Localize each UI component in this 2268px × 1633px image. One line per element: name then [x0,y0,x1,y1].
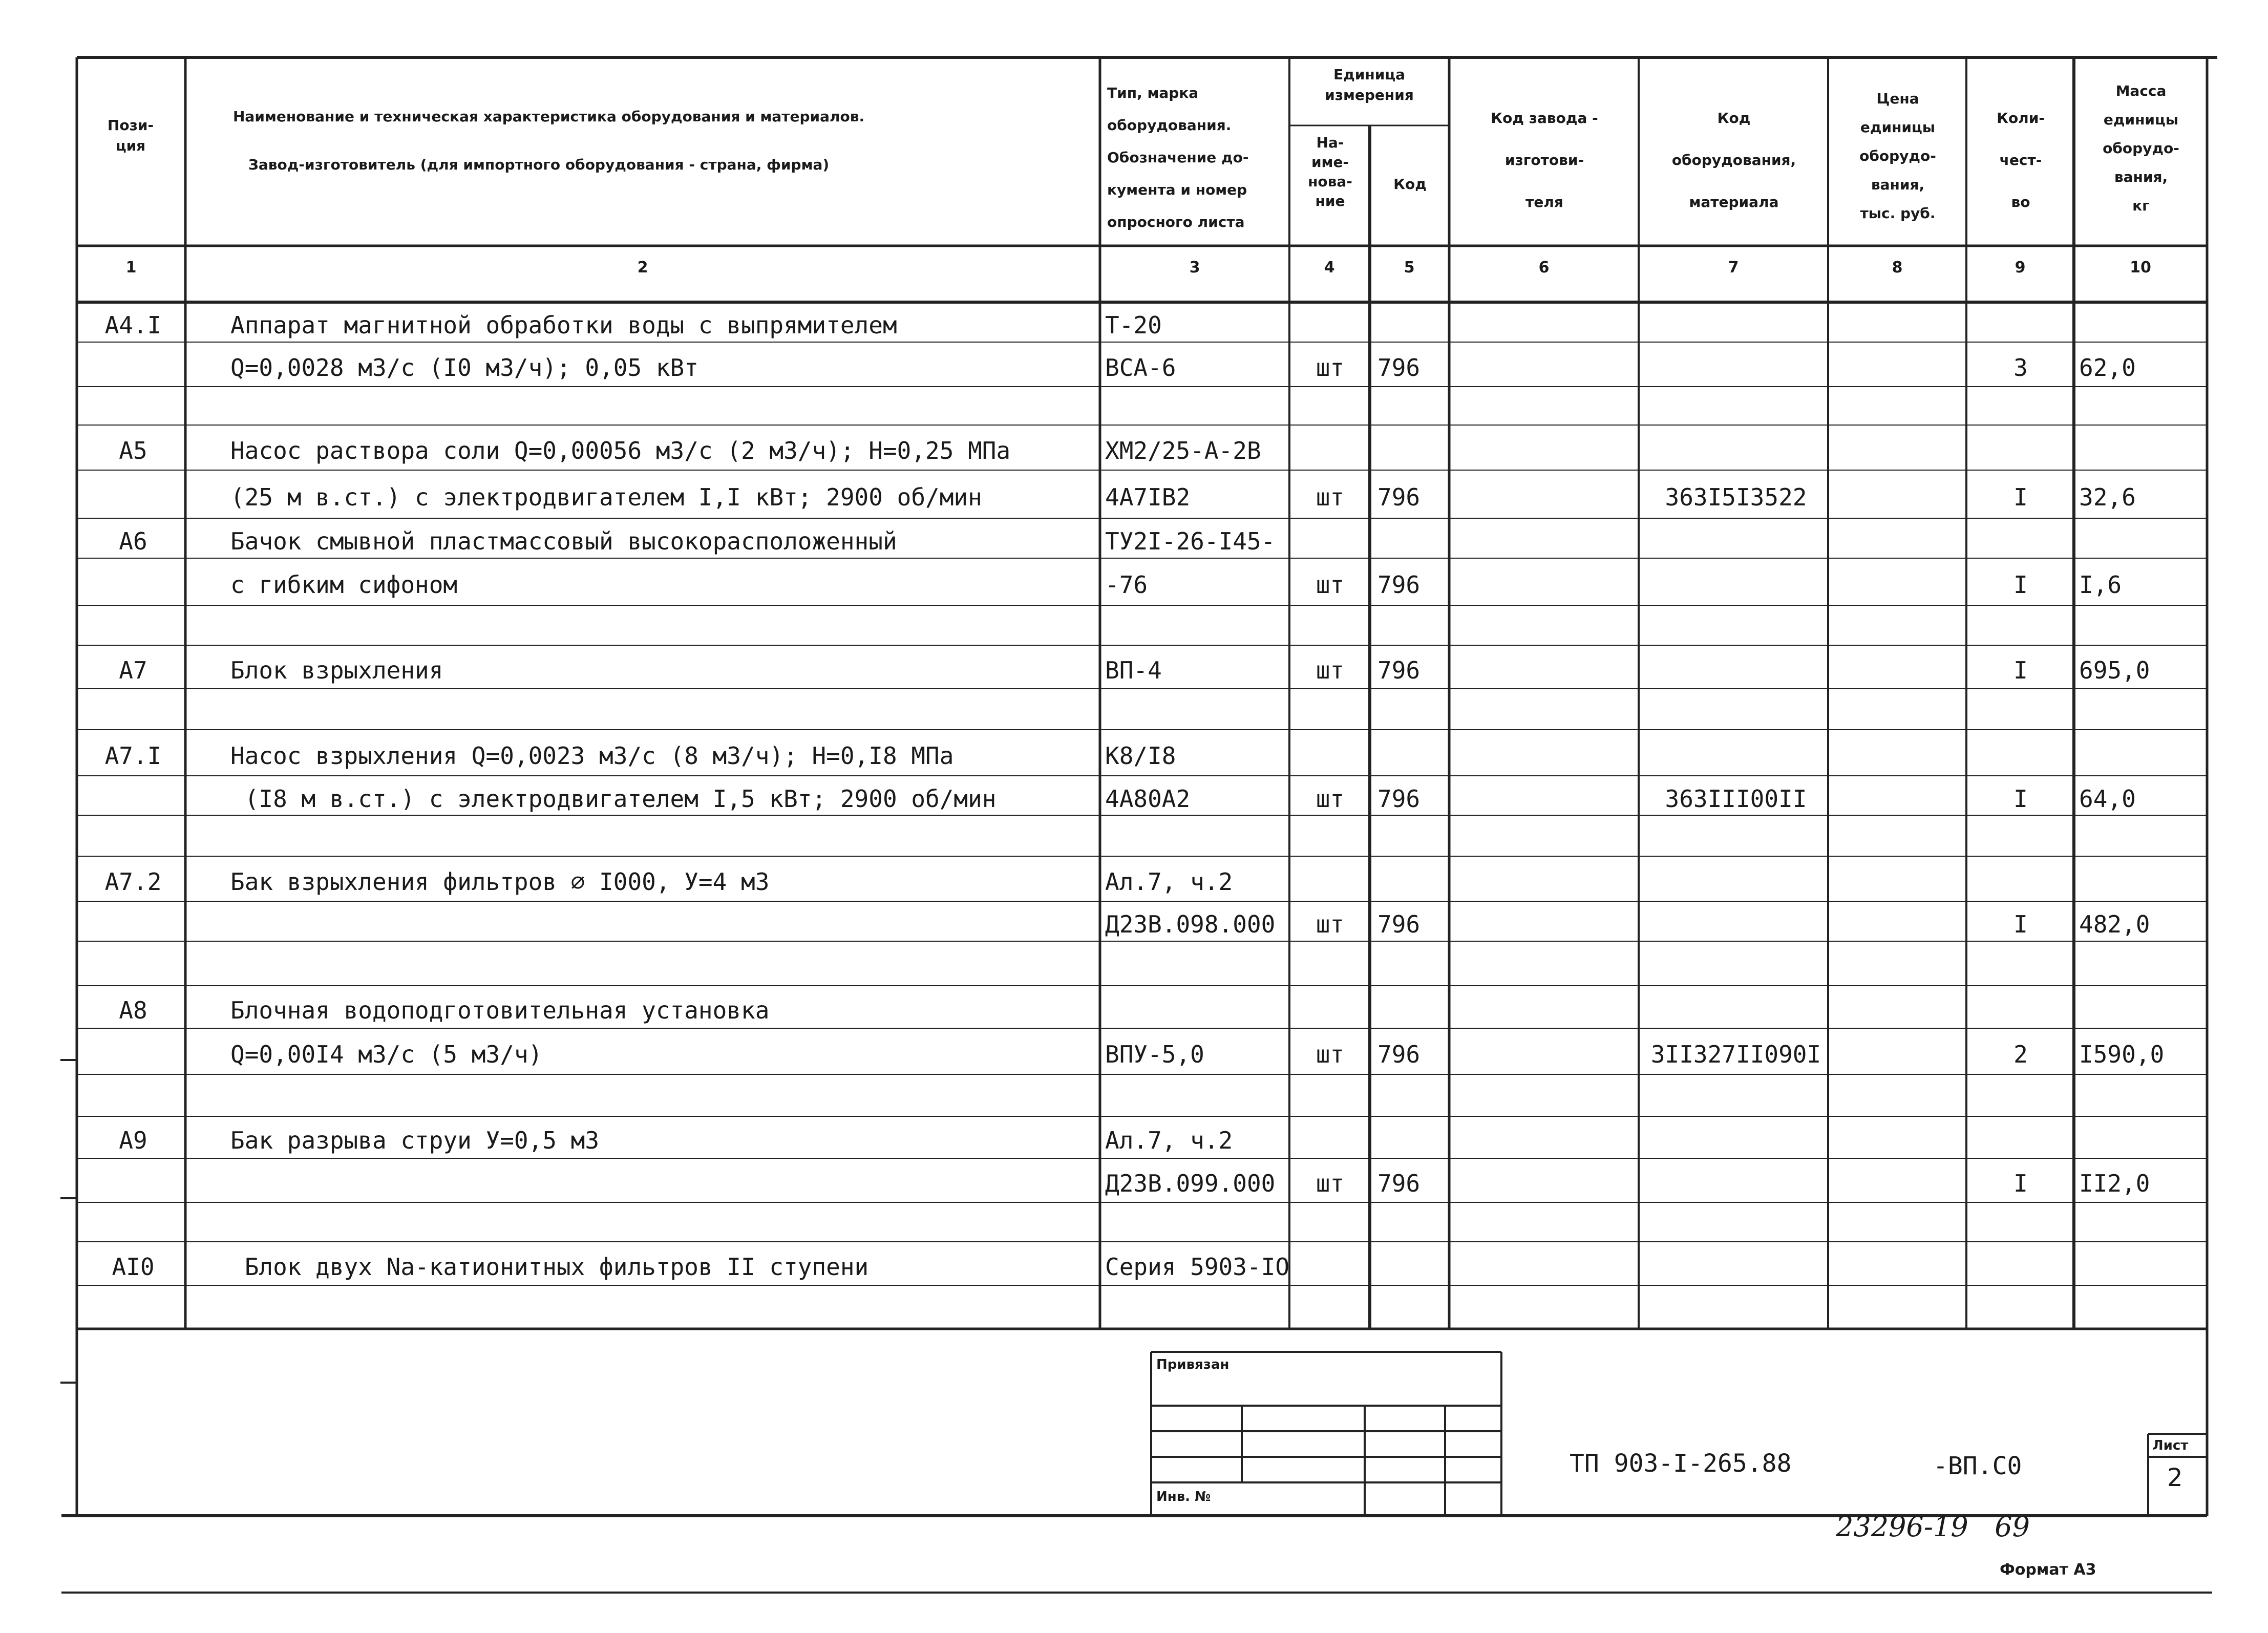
cell-name: Насос раствора соли Q=0,00056 м3/с (2 м3/ч); Н=0,25 МПа [230,437,1011,464]
cell-type: К8/I8 [1105,743,1176,769]
cell-mass: I590,0 [2079,1041,2165,1068]
cell-mass: I,6 [2079,571,2122,598]
cell-pos: А7.2 [104,868,162,895]
cell-qty: I [2013,911,2028,938]
cell-code: 796 [1377,1041,1421,1068]
cell-type: Ал.7, ч.2 [1105,1127,1233,1154]
cell-unit: шт [1316,354,1345,381]
cell-type: Серия 5903-IО [1105,1253,1289,1280]
header-unit-code: Код [1393,176,1427,193]
cell-mass: II2,0 [2079,1170,2150,1197]
header-type: Тип, марка оборудования. Обозначение до- кумента и номер опросного листа [1107,84,1249,230]
cell-qty: I [2013,571,2028,598]
cell-qty: 2 [2013,1041,2028,1068]
stamp-bound-label: Привязан [1156,1357,1230,1372]
header-name-line2: Завод-изготовитель (для импортного оборудования - страна, фирма) [248,156,830,173]
column-number: 9 [2015,259,2026,277]
cell-unit: шт [1316,1041,1345,1068]
cell-code: 796 [1377,785,1421,812]
column-number: 5 [1404,259,1415,277]
handwritten-number: 23296-19 69 [1836,1511,2030,1543]
header-factory-code: Код завода - изготови- теля [1491,110,1598,210]
cell-qty: I [2013,785,2028,812]
header-unit-name: На- име- нова- ние [1308,134,1352,209]
header-quantity: Коли- чест- во [1997,110,2045,210]
cell-type: 4А7IВ2 [1105,484,1191,511]
format-label: Формат А3 [2000,1561,2096,1579]
cell-name: Блочная водоподготовительная установка [230,996,770,1024]
header-position: Пози- ция [107,117,154,154]
cell-type: Ал.7, ч.2 [1105,868,1233,895]
cell-type: ВСА-6 [1105,354,1176,381]
cell-name: (25 м в.ст.) с электродвигателем I,I кВт; 2900 об/мин [230,484,982,511]
cell-eq-code: 363III00II [1665,785,1807,812]
cell-pos: АI0 [112,1253,155,1280]
cell-qty: I [2013,484,2028,511]
cell-name: Q=0,0028 м3/с (I0 м3/ч); 0,05 кВт [230,354,698,381]
cell-qty: I [2013,1170,2028,1197]
cell-type: Т-20 [1105,312,1162,338]
cell-type: Д23В.098.000 [1105,911,1276,938]
column-number: 8 [1892,259,1903,277]
cell-code: 796 [1377,571,1421,598]
cell-pos: А7.I [104,743,162,769]
cell-name: Аппарат магнитной обработки воды с выпрямителем [230,312,897,338]
cell-code: 796 [1377,911,1421,938]
column-number: 1 [125,259,137,277]
cell-name: Бачок смывной пластмассовый высокорасположенный [230,528,897,555]
column-number: 2 [637,259,648,277]
column-number: 3 [1189,259,1200,277]
cell-type: ВП-4 [1105,656,1162,684]
cell-mass: 482,0 [2079,911,2150,938]
cell-code: 796 [1377,484,1421,511]
cell-eq-code: 363I5I3522 [1665,484,1807,511]
cell-type: 4А80А2 [1105,785,1191,812]
cell-unit: шт [1316,656,1345,684]
header-name-line1: Наименование и техническая характеристика оборудования и материалов. [233,108,865,125]
cell-name: Насос взрыхления Q=0,0023 м3/с (8 м3/ч); Н=0,I8 МПа [230,743,954,769]
column-number: 10 [2130,259,2151,277]
cell-mass: 64,0 [2079,785,2136,812]
cell-name: Бак взрыхления фильтров ∅ I000, У=4 м3 [230,868,770,895]
header-unit: Единица измерения [1325,66,1414,103]
cell-type: ТУ2I-26-I45- [1105,528,1276,555]
column-number: 6 [1538,259,1550,277]
cell-name: с гибким сифоном [230,571,458,598]
cell-qty: 3 [2013,354,2028,381]
cell-pos: А8 [119,996,147,1024]
cell-pos: А4.I [104,312,162,338]
cell-eq-code: 3II327II090I [1650,1041,1821,1068]
header-equipment-code: Код оборудования, материала [1671,110,1796,210]
cell-unit: шт [1316,571,1345,598]
cell-pos: А6 [119,528,147,555]
cell-type: ВПУ-5,0 [1105,1041,1204,1068]
cell-type: -76 [1105,571,1148,598]
cell-mass: 32,6 [2079,484,2136,511]
cell-pos: А7 [119,656,147,684]
cell-unit: шт [1316,484,1345,511]
cell-code: 796 [1377,1170,1421,1197]
cell-unit: шт [1316,911,1345,938]
cell-name: Q=0,00I4 м3/с (5 м3/ч) [230,1041,543,1068]
cell-type: Д23В.099.000 [1105,1170,1276,1197]
cell-code: 796 [1377,354,1421,381]
sheet-label: Лист [2152,1438,2189,1453]
document-suffix: -ВП.С0 [1933,1452,2022,1480]
document-code: ТП 903-I-265.88 [1570,1449,1792,1478]
column-number: 7 [1728,259,1739,277]
cell-name: (I8 м в.ст.) с электродвигателем I,5 кВт; 2900 об/мин [230,785,997,812]
cell-unit: шт [1316,1170,1345,1197]
column-number: 4 [1324,259,1335,277]
cell-mass: 695,0 [2079,656,2150,684]
cell-pos: А5 [119,437,147,464]
cell-name: Блок двух Nа-катионитных фильтров II ступени [230,1253,869,1280]
cell-name: Бак разрыва струи У=0,5 м3 [230,1127,600,1154]
cell-qty: I [2013,656,2028,684]
cell-code: 796 [1377,656,1421,684]
cell-type: ХМ2/25-А-2В [1105,437,1261,464]
cell-name: Блок взрыхления [230,656,443,684]
stamp-inv-label: Инв. № [1156,1489,1211,1504]
header-mass: Масса единицы оборудо- вания, кг [2103,82,2179,214]
sheet-number: 2 [2167,1464,2183,1492]
cell-pos: А9 [119,1127,147,1154]
cell-unit: шт [1316,785,1345,812]
cell-mass: 62,0 [2079,354,2136,381]
header-price: Цена единицы оборудо- вания, тыс. руб. [1859,90,1936,222]
